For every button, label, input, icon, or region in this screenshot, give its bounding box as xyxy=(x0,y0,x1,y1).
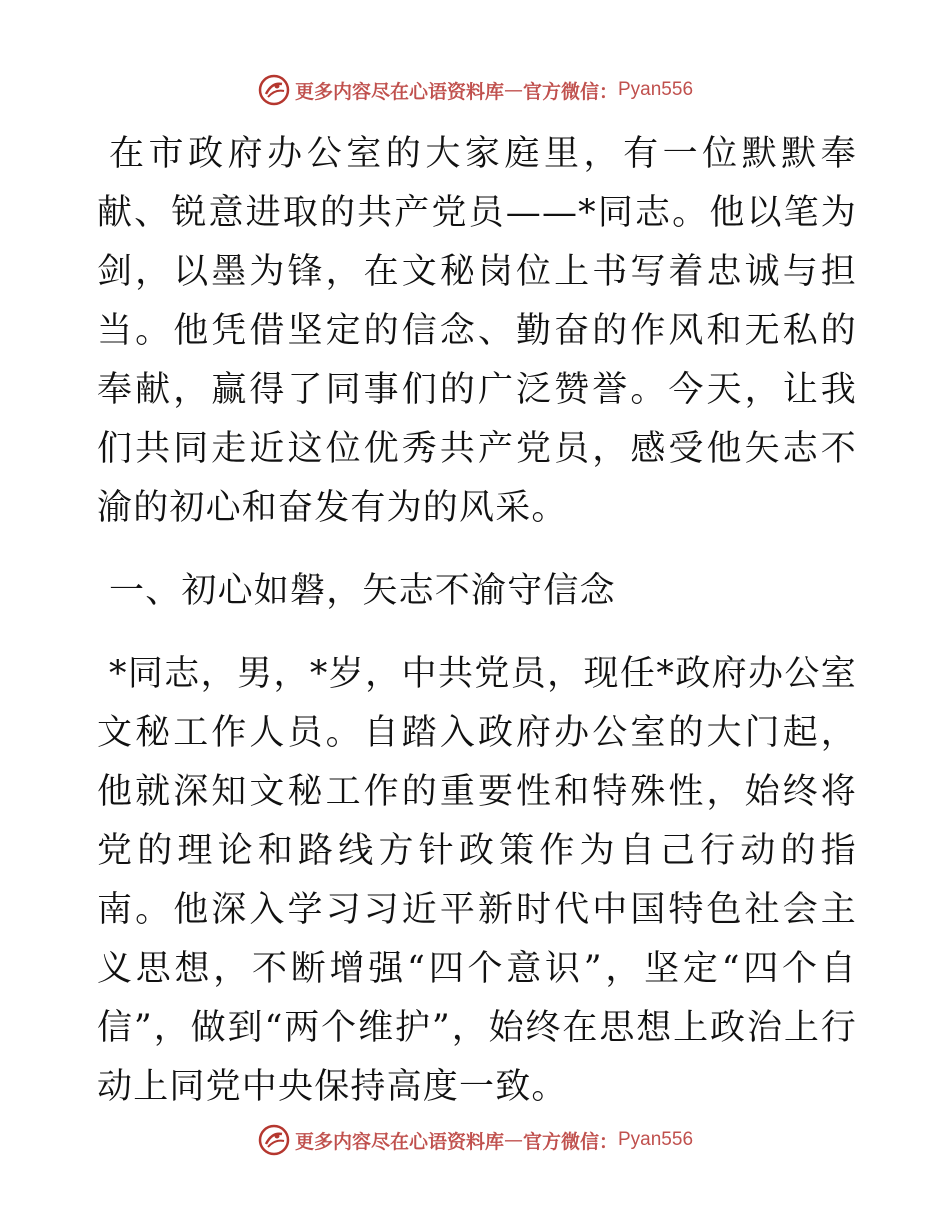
footer-banner-title: 更多内容尽在心语资料库 xyxy=(294,1130,504,1153)
header-banner-contact-label: 官方微信： xyxy=(522,80,618,103)
header-banner-separator: — xyxy=(503,79,523,101)
footer-banner-contact-id: Pyan556 xyxy=(618,1129,694,1150)
footer-banner-contact-label: 官方微信： xyxy=(522,1130,618,1153)
header-banner-title: 更多内容尽在心语资料库 xyxy=(294,80,504,103)
document-body xyxy=(97,125,857,1117)
seal-logo-icon xyxy=(257,1123,291,1157)
section-1-paragraph: *同志，男，*岁，中共党员，现任*政府办公室文秘工作人员。自踏入政府办公室的大门起，他就深知文秘工作的重要性和特殊性，始终将党的理论和路线方针政策作为自己行动的指南。他深入学习习近平新时代中国特色社会主义思想，不断增强“四个意识”，坚定“四个自信”，做到“两个维护”，始终在思想上政治上行动上同党中央保持高度一致。 xyxy=(97,654,857,1107)
header-banner xyxy=(0,70,950,110)
section-1-heading: 一、初心如磐，矢志不渝守信念 xyxy=(109,571,616,611)
intro-paragraph: 在市政府办公室的大家庭里，有一位默默奉献、锐意进取的共产党员——*同志。他以笔为剑，以墨为锋，在文秘岗位上书写着忠诚与担当。他凭借坚定的信念、勤奋的作风和无私的奉献，赢得了同事们的广泛赞誉。今天，让我们共同走近这位优秀共产党员，感受他矢志不渝的初心和奋发有为的风采。 xyxy=(97,134,857,528)
footer-banner xyxy=(0,1120,950,1160)
footer-banner-separator: — xyxy=(503,1129,523,1151)
header-banner-contact-id: Pyan556 xyxy=(618,79,694,100)
seal-logo-icon xyxy=(257,73,291,107)
